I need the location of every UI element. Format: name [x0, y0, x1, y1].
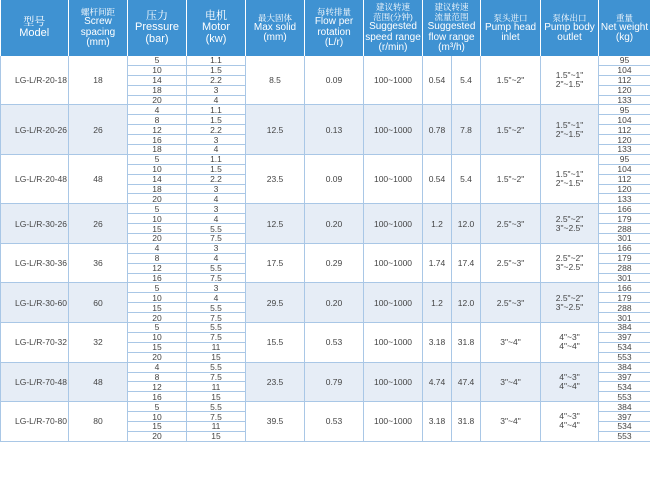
motor-cell: 15: [187, 392, 246, 402]
flow-max-cell: 12.0: [452, 283, 481, 323]
motor-cell: 3: [187, 283, 246, 293]
motor-cell: 5.5: [187, 263, 246, 273]
pressure-cell: 12: [128, 382, 187, 392]
model-cell: LG-L/R-20-18: [1, 56, 69, 105]
motor-cell: 1.1: [187, 56, 246, 65]
table-row: [1, 243, 650, 253]
pressure-cell: 14: [128, 75, 187, 85]
header-motor: 电机 Motor (kw): [187, 0, 246, 56]
weight-cell: 397: [599, 412, 650, 422]
table-row: [1, 56, 650, 65]
pressure-cell: 14: [128, 174, 187, 184]
motor-cell: 4: [187, 194, 246, 204]
pressure-cell: 5: [128, 56, 187, 65]
outlet-line-1: 1.5"~1": [555, 169, 584, 180]
motor-cell: 3: [187, 243, 246, 253]
model-cell: LG-L/R-30-60: [1, 283, 69, 323]
outlet-line-2: 2"~1.5": [555, 178, 584, 189]
weight-cell: 179: [599, 253, 650, 263]
header-pressure: 压力 Pressure (bar): [128, 0, 187, 56]
model-cell: LG-L/R-20-26: [1, 105, 69, 154]
max-solid-cell: 23.5: [246, 362, 305, 402]
pressure-cell: 4: [128, 243, 187, 253]
weight-cell: 288: [599, 303, 650, 313]
outlet-line-2: 2"~1.5": [555, 128, 584, 139]
pressure-cell: 5: [128, 402, 187, 412]
pressure-cell: 18: [128, 145, 187, 155]
pressure-cell: 12: [128, 263, 187, 273]
speed-range-cell: 100~1000: [364, 362, 423, 402]
spacing-cell: 60: [69, 283, 128, 323]
speed-range-cell: 100~1000: [364, 105, 423, 154]
outlet-cell: [541, 402, 599, 442]
spacing-cell: 26: [69, 105, 128, 154]
inlet-cell: 1.5"~2": [481, 56, 541, 105]
weight-cell: 104: [599, 164, 650, 174]
speed-range-cell: 100~1000: [364, 204, 423, 244]
pressure-cell: 10: [128, 332, 187, 342]
outlet-line-1: 1.5"~1": [555, 119, 584, 130]
inlet-cell: 1.5"~2": [481, 154, 541, 203]
max-solid-cell: 17.5: [246, 243, 305, 283]
spacing-cell: 48: [69, 154, 128, 203]
table-row: [1, 105, 650, 115]
flow-min-cell: 1.2: [423, 204, 452, 244]
motor-cell: 3: [187, 85, 246, 95]
motor-cell: 7.5: [187, 412, 246, 422]
weight-cell: 384: [599, 402, 650, 412]
flow-min-cell: 3.18: [423, 323, 452, 363]
table-row: [1, 402, 650, 412]
pressure-cell: 16: [128, 273, 187, 283]
pressure-cell: 12: [128, 125, 187, 135]
motor-cell: 2.2: [187, 75, 246, 85]
pressure-cell: 8: [128, 115, 187, 125]
spacing-cell: 26: [69, 204, 128, 244]
motor-cell: 11: [187, 342, 246, 352]
flow-max-cell: 5.4: [452, 154, 481, 203]
pressure-cell: 15: [128, 303, 187, 313]
weight-cell: 384: [599, 362, 650, 372]
max-solid-cell: 15.5: [246, 323, 305, 363]
flow-min-cell: 0.54: [423, 56, 452, 105]
motor-cell: 11: [187, 382, 246, 392]
motor-cell: 11: [187, 421, 246, 431]
outlet-cell: [541, 323, 599, 363]
inlet-cell: 3"~4": [481, 362, 541, 402]
outlet-cell: [541, 283, 599, 323]
weight-cell: 534: [599, 342, 650, 352]
pressure-cell: 10: [128, 65, 187, 75]
motor-cell: 7.5: [187, 372, 246, 382]
motor-cell: 1.5: [187, 115, 246, 125]
spacing-cell: 48: [69, 362, 128, 402]
weight-cell: 95: [599, 105, 650, 115]
outlet-line-2: 2"~1.5": [555, 79, 584, 90]
flow-min-cell: 1.74: [423, 243, 452, 283]
outlet-line-2: 4"~4": [559, 341, 580, 352]
pressure-cell: 4: [128, 105, 187, 115]
outlet-cell: [541, 243, 599, 283]
weight-cell: 301: [599, 313, 650, 323]
pressure-cell: 10: [128, 214, 187, 224]
inlet-cell: 2.5"~3": [481, 283, 541, 323]
spacing-cell: 32: [69, 323, 128, 363]
pressure-cell: 18: [128, 184, 187, 194]
table-row: [1, 323, 650, 333]
flow-cell: 0.53: [305, 323, 364, 363]
model-cell: LG-L/R-30-26: [1, 204, 69, 244]
flow-cell: 0.20: [305, 283, 364, 323]
flow-cell: 0.13: [305, 105, 364, 154]
header-inlet: 泵头进口 Pump head inlet: [481, 0, 541, 56]
spacing-cell: 80: [69, 402, 128, 442]
outlet-line-2: 3"~2.5": [555, 301, 584, 312]
pressure-cell: 4: [128, 362, 187, 372]
weight-cell: 120: [599, 135, 650, 145]
flow-min-cell: 1.2: [423, 283, 452, 323]
weight-cell: 384: [599, 323, 650, 333]
weight-cell: 166: [599, 204, 650, 214]
outlet-line-1: 4"~3": [559, 332, 580, 343]
flow-min-cell: 0.54: [423, 154, 452, 203]
motor-cell: 4: [187, 214, 246, 224]
flow-cell: 0.20: [305, 204, 364, 244]
pressure-cell: 5: [128, 154, 187, 164]
motor-cell: 1.1: [187, 154, 246, 164]
flow-cell: 0.29: [305, 243, 364, 283]
header-weight: 重量 Net weight (kg): [599, 0, 650, 56]
header-row: [1, 0, 650, 56]
inlet-cell: 3"~4": [481, 323, 541, 363]
header-max-solid: 最大固体 Max solid (mm): [246, 0, 305, 56]
max-solid-cell: 29.5: [246, 283, 305, 323]
weight-cell: 397: [599, 332, 650, 342]
motor-cell: 2.2: [187, 125, 246, 135]
pressure-cell: 8: [128, 372, 187, 382]
flow-max-cell: 7.8: [452, 105, 481, 154]
inlet-cell: 2.5"~3": [481, 204, 541, 244]
weight-cell: 534: [599, 421, 650, 431]
pressure-cell: 10: [128, 164, 187, 174]
flow-min-cell: 0.78: [423, 105, 452, 154]
outlet-line-1: 2.5"~2": [555, 253, 584, 264]
outlet-cell: [541, 362, 599, 402]
weight-cell: 301: [599, 234, 650, 244]
speed-range-cell: 100~1000: [364, 154, 423, 203]
weight-cell: 288: [599, 224, 650, 234]
motor-cell: 5.5: [187, 323, 246, 333]
model-cell: LG-L/R-30-36: [1, 243, 69, 283]
weight-cell: 104: [599, 115, 650, 125]
motor-cell: 7.5: [187, 273, 246, 283]
outlet-cell: [541, 56, 599, 105]
outlet-line-2: 4"~4": [559, 380, 580, 391]
weight-cell: 397: [599, 372, 650, 382]
motor-cell: 1.1: [187, 105, 246, 115]
max-solid-cell: 39.5: [246, 402, 305, 442]
outlet-line-1: 4"~3": [559, 411, 580, 422]
table-row: [1, 283, 650, 293]
motor-cell: 2.2: [187, 174, 246, 184]
inlet-cell: 2.5"~3": [481, 243, 541, 283]
model-cell: LG-L/R-70-48: [1, 362, 69, 402]
pressure-cell: 8: [128, 253, 187, 263]
weight-cell: 133: [599, 95, 650, 105]
outlet-cell: [541, 105, 599, 154]
header-model: 型号 Model: [1, 0, 69, 56]
max-solid-cell: 8.5: [246, 56, 305, 105]
weight-cell: 120: [599, 85, 650, 95]
weight-cell: 112: [599, 75, 650, 85]
flow-max-cell: 47.4: [452, 362, 481, 402]
flow-cell: 0.09: [305, 56, 364, 105]
flow-min-cell: 4.74: [423, 362, 452, 402]
outlet-line-1: 2.5"~2": [555, 213, 584, 224]
weight-cell: 553: [599, 431, 650, 441]
motor-cell: 15: [187, 431, 246, 441]
pressure-cell: 5: [128, 204, 187, 214]
pressure-cell: 20: [128, 352, 187, 362]
header-outlet: 泵体出口 Pump body outlet: [541, 0, 599, 56]
flow-cell: 0.09: [305, 154, 364, 203]
outlet-cell: [541, 204, 599, 244]
header-speed-range: 建议转速 范围(分钟) Suggested speed range (r/min): [364, 0, 423, 56]
weight-cell: 112: [599, 174, 650, 184]
outlet-line-2: 4"~4": [559, 420, 580, 431]
outlet-line-1: 4"~3": [559, 371, 580, 382]
outlet-line-1: 1.5"~1": [555, 70, 584, 81]
max-solid-cell: 12.5: [246, 105, 305, 154]
table-row: [1, 362, 650, 372]
motor-cell: 15: [187, 352, 246, 362]
weight-cell: 179: [599, 214, 650, 224]
inlet-cell: 1.5"~2": [481, 105, 541, 154]
motor-cell: 4: [187, 253, 246, 263]
motor-cell: 5.5: [187, 303, 246, 313]
weight-cell: 133: [599, 194, 650, 204]
weight-cell: 301: [599, 273, 650, 283]
weight-cell: 95: [599, 56, 650, 65]
model-cell: LG-L/R-20-48: [1, 154, 69, 203]
spacing-cell: 18: [69, 56, 128, 105]
motor-cell: 1.5: [187, 164, 246, 174]
motor-cell: 1.5: [187, 65, 246, 75]
motor-cell: 5.5: [187, 402, 246, 412]
pressure-cell: 15: [128, 224, 187, 234]
pressure-cell: 5: [128, 323, 187, 333]
spacing-cell: 36: [69, 243, 128, 283]
max-solid-cell: 23.5: [246, 154, 305, 203]
motor-cell: 7.5: [187, 234, 246, 244]
motor-cell: 3: [187, 135, 246, 145]
flow-max-cell: 31.8: [452, 402, 481, 442]
weight-cell: 179: [599, 293, 650, 303]
weight-cell: 104: [599, 65, 650, 75]
speed-range-cell: 100~1000: [364, 402, 423, 442]
flow-max-cell: 17.4: [452, 243, 481, 283]
outlet-line-2: 3"~2.5": [555, 222, 584, 233]
pressure-cell: 16: [128, 135, 187, 145]
model-cell: LG-L/R-70-80: [1, 402, 69, 442]
weight-cell: 166: [599, 243, 650, 253]
weight-cell: 95: [599, 154, 650, 164]
speed-range-cell: 100~1000: [364, 323, 423, 363]
flow-max-cell: 12.0: [452, 204, 481, 244]
outlet-line-1: 2.5"~2": [555, 292, 584, 303]
speed-range-cell: 100~1000: [364, 243, 423, 283]
weight-cell: 133: [599, 145, 650, 155]
max-solid-cell: 12.5: [246, 204, 305, 244]
weight-cell: 534: [599, 382, 650, 392]
pressure-cell: 18: [128, 85, 187, 95]
pressure-cell: 10: [128, 293, 187, 303]
motor-cell: 4: [187, 145, 246, 155]
weight-cell: 288: [599, 263, 650, 273]
motor-cell: 3: [187, 184, 246, 194]
table-row: [1, 154, 650, 164]
flow-max-cell: 31.8: [452, 323, 481, 363]
pressure-cell: 20: [128, 194, 187, 204]
weight-cell: 553: [599, 392, 650, 402]
motor-cell: 3: [187, 204, 246, 214]
pressure-cell: 15: [128, 421, 187, 431]
flow-cell: 0.53: [305, 402, 364, 442]
model-cell: LG-L/R-70-32: [1, 323, 69, 363]
flow-min-cell: 3.18: [423, 402, 452, 442]
pressure-cell: 20: [128, 313, 187, 323]
outlet-line-2: 3"~2.5": [555, 262, 584, 273]
motor-cell: 5.5: [187, 224, 246, 234]
pressure-cell: 20: [128, 95, 187, 105]
pressure-cell: 5: [128, 283, 187, 293]
pressure-cell: 10: [128, 412, 187, 422]
weight-cell: 112: [599, 125, 650, 135]
speed-range-cell: 100~1000: [364, 56, 423, 105]
inlet-cell: 3"~4": [481, 402, 541, 442]
outlet-cell: [541, 154, 599, 203]
spec-body: [1, 56, 650, 441]
speed-range-cell: 100~1000: [364, 283, 423, 323]
header-flow-range: 建议转速 流量范围 Suggested flow range (m³/h): [423, 0, 481, 56]
pressure-cell: 16: [128, 392, 187, 402]
motor-cell: 4: [187, 293, 246, 303]
motor-cell: 5.5: [187, 362, 246, 372]
motor-cell: 4: [187, 95, 246, 105]
flow-max-cell: 5.4: [452, 56, 481, 105]
pressure-cell: 20: [128, 234, 187, 244]
header-spacing: 螺杆间距 Screw spacing (mm): [69, 0, 128, 56]
flow-cell: 0.79: [305, 362, 364, 402]
weight-cell: 120: [599, 184, 650, 194]
motor-cell: 7.5: [187, 313, 246, 323]
motor-cell: 7.5: [187, 332, 246, 342]
pressure-cell: 15: [128, 342, 187, 352]
weight-cell: 553: [599, 352, 650, 362]
pressure-cell: 20: [128, 431, 187, 441]
weight-cell: 166: [599, 283, 650, 293]
table-row: [1, 204, 650, 214]
header-flow: 每转排量 Flow per rotation (L/r): [305, 0, 364, 56]
